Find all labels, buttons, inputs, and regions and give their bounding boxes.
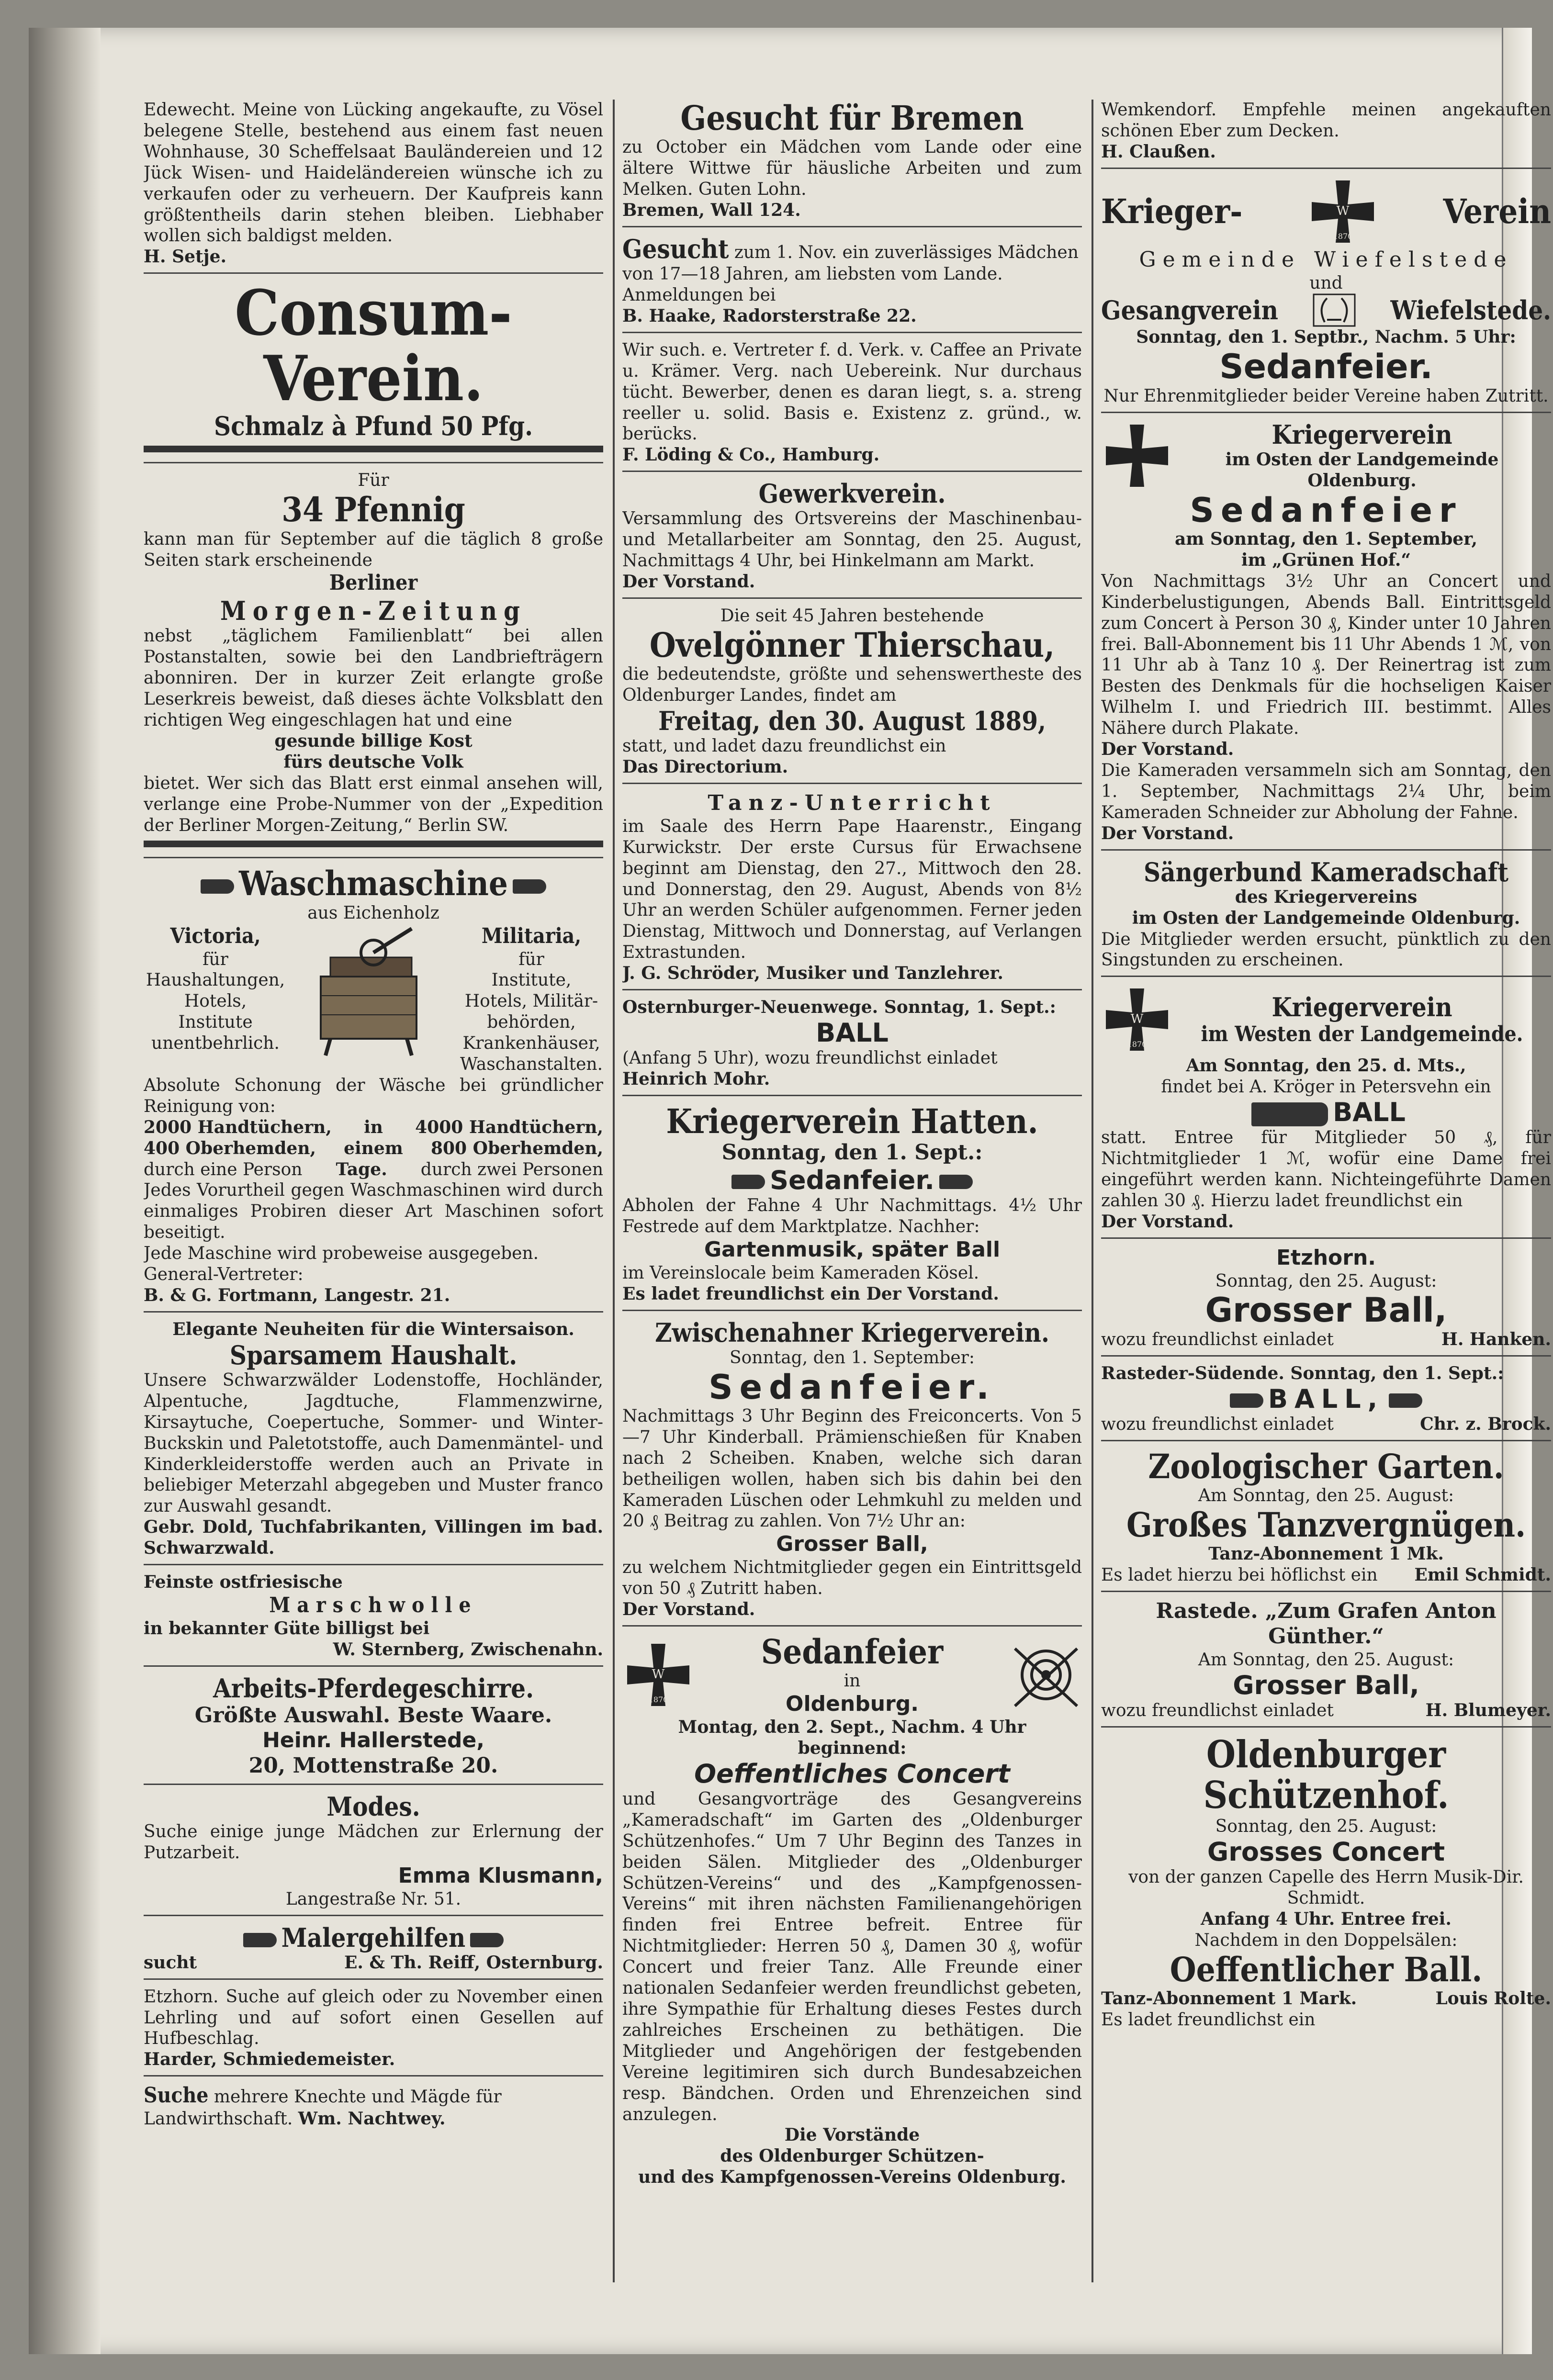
ad-title: Krieger- [1101,191,1243,231]
left-line: für [203,949,228,969]
ad-signature: Der Vorstand. [1101,739,1234,760]
ad-title-block [761,1633,944,1717]
ad-title [144,865,603,902]
ad-firm: B. & G. Fortmann, Langestr. 21. [144,1285,450,1305]
ad-signature: Chr. z. Brock. [1420,1414,1551,1434]
ad-sedan: Sedanfeier. [709,1367,996,1407]
ad-text: Versammlung des Ortsvereins der Maschinenbau- und Metallarbeiter am Sonntag, den 25. August, Nachmittags 4 Uhr, bei Hinkelmann am Markt. [622,509,1082,571]
ad-sedan [622,1166,1082,1195]
ad-bremen [622,100,1082,227]
lyre-emblem-icon [1313,293,1356,327]
pointing-hand-icon [243,1933,277,1947]
target-rifles-icon [1010,1639,1082,1711]
ad-title: Kriegerverein [1272,419,1452,450]
left-line: Haushaltungen, [146,970,285,990]
pointing-hand-icon [201,879,234,894]
ad-slogan: gesunde billige Kost [274,730,473,751]
ad-footer [1101,1414,1551,1435]
ad-abo: Tanz-Abonnement 1 Mk. [1208,1544,1444,1564]
ad-text: zum 1. Nov. ein zuverlässiges Mädchen von 17—18 Jahren, am liebsten vom Lande. Anmeldungen bei [622,243,1079,305]
ad-text: Edewecht. Meine von Lücking angekaufte, zu Vösel belegene Stelle, bestehend aus einem fast neuen Wohnhause, 30 Scheffelsaat Bauländereien und 12 Jück Wisen- und Haideländereien wünsche ich zu verkaufen oder zu verheuern. Der Kaufpreis kann größtentheils darin stehen bleiben. Liebhaber wollen sich baldigst melden. [144,100,603,246]
ad-text: mehrere Knechte und Mägde für Landwirthschaft. [144,2087,502,2129]
ad-signature: H. Setje. [144,247,227,267]
ad-title: Gesucht für Bremen [680,100,1024,138]
left-line: Institute [178,1012,253,1033]
divider [144,446,603,452]
ad-signature: H. Hanken. [1441,1329,1551,1349]
ad-text: und Gesangvorträge des Gesangvereins „Kameradschaft“ im Garten des „Oldenburger Schützenhofes.“ Um 7 Uhr Beginn des Tanzes in beiden Sälen. Mitglieder des „Oldenburger Schützen-Vereins“ und des „Kampfgenossen-Vereins“ mit ihren nächsten Familienangehörigen finden frei Entree befreit. Entree für Nichtmitglieder: Herren 50 ₰, Damen 30 ₰, wofür Concert und freier Tanz. Alle Freunde einer nationalen Sedanfeier werden freundlichst gebeten, ihre Sympathie für Erhaltung dieses Festes durch zahlreiches Erscheinen zu bethätigen. Die Mitglieder und Angehörigen der festgebenden Vereine legitimiren sich durch Bundesabzeichen resp. Bändchen. Orden und Ehrenzeichen sind anzulegen. [622,1789,1082,2124]
ad-sedan-text: Sedanfeier. [770,1165,934,1196]
ad-sub: des Kriegervereins [1235,887,1418,907]
ad-text: General-Vertreter: [144,1265,304,1285]
capacity-row [144,1159,603,1180]
ad-date: Montag, den 2. Sept., Nachm. 4 Uhr beginnend: [678,1717,1026,1758]
ad-firm: Heinr. Hallerstede, [262,1728,484,1753]
pointing-hand-icon [1389,1393,1422,1408]
right-line: für [518,949,544,969]
iron-cross-icon [622,1639,694,1711]
ad-und: und [1309,273,1343,293]
ad-ball: Grosser Ball, [776,1532,928,1557]
ad-malergehilfen [144,1923,603,1980]
ad-signature: B. Haake, Radorsterstraße 22. [622,305,917,326]
ad-address: Langestraße Nr. 51. [285,1889,461,1909]
ad-footer [1101,1329,1551,1350]
ad-text: Wemkendorf. Empfehle meinen angekauften schönen Eber zum Decken. [1101,100,1551,141]
ad-ball-text: BALL, [1268,1383,1384,1414]
svg-text:W: W [1130,1012,1144,1027]
ad-signature: Louis Rolte. [1435,1988,1551,2009]
capacity-cell: 2000 Handtüchern, [144,1117,332,1137]
pointing-hand-icon [513,879,546,894]
ad-date: Am Sonntag, den 25. August: [1198,1650,1454,1670]
capacity-cell: 4000 Handtüchern, [415,1117,603,1137]
ad-text: zu October ein Mädchen vom Lande oder eine ältere Wittwe für häusliche Arbeiten und zum Melken. Guten Lohn. [622,137,1082,200]
ad-intro: Für [358,471,389,491]
ad-head: Rasteder-Südende. Sonntag, den 1. Sept.: [1101,1363,1504,1383]
ad-signature: Heinrich Mohr. [622,1068,770,1089]
ad-title: Ovelgönner Thierschau, [649,625,1055,665]
ad-header [1101,984,1551,1055]
ad-text: statt. Entree für Mitglieder 50 ₰, für Nichtmitglieder 1 ℳ, wofür eine Dame frei eingeführt werden kann. Nichteingeführte Damen zahlen 30 ₰. Hierzu ladet freundlichst ein [1101,1128,1551,1211]
ad-text: Die Mitglieder werden ersucht, pünktlich zu den Singstunden zu erscheinen. [1101,929,1551,970]
ad-header [1101,420,1551,492]
ad-title: Großes Tanzvergnügen. [1126,1504,1526,1545]
svg-text:W: W [652,1667,665,1682]
ad-text: (Anfang 5 Uhr), wozu freundlichst einladet [622,1048,998,1068]
left-line: unentbehrlich. [151,1033,280,1054]
pointing-hand-icon [470,1933,504,1947]
ad-firm: Gebr. Dold, Tuchfabrikanten, Villingen im bad. Schwarzwald. [144,1517,603,1559]
ad-title: Verein [1443,191,1551,231]
ad-marschwolle [144,1572,603,1667]
ad-firm: E. & Th. Reiff, Osternburg. [344,1952,603,1973]
ad-top: Elegante Neuheiten für die Wintersaison. [172,1319,574,1339]
ad-note: Nur Ehrenmitglieder beider Vereine haben Zutritt. [1103,386,1549,406]
ad-text: wozu freundlichst einladet [1101,1700,1334,1720]
capacity-row [144,1138,603,1159]
left-line: Hotels, [184,991,247,1011]
ad-title-text: Waschmaschine [239,864,508,904]
ad-signature: J. G. Schröder, Musiker und Tanzlehrer. [622,963,1003,984]
ad-date: Am Sonntag, den 25. d. Mts., [1186,1055,1466,1076]
divider [144,841,603,847]
ad-title: Arbeits-Pferdegeschirre. [213,1673,534,1704]
ad-text: Jedes Vorurtheil gegen Waschmaschinen wird durch einmaliges Probiren dieser Art Maschinen sofort beseitigt. [144,1180,603,1243]
ad-head: Osternburger-Neuenwege. Sonntag, 1. Sept.: [622,997,1056,1018]
ad-neuenwege [622,997,1082,1096]
ad-text: nebst „täglichem Familienblatt“ bei allen Postanstalten, sowie bei den Landbriefträgern abonniren. Der in kurzer Zeit erlangte große Leserkreis beweist, daß dieses ächte Volksblatt den richtigen Weg eingeschlagen hat und eine [144,626,603,730]
ad-date: Freitag, den 30. August 1889, [658,706,1046,737]
ad-title: Sängerbund Kameradschaft [1143,856,1508,887]
ad-signature: und des Kampfgenossen-Vereins Oldenburg. [638,2167,1066,2188]
ad-line: Größte Auswahl. Beste Waare. [194,1703,552,1728]
ad-signature: Harder, Schmiedemeister. [144,2049,395,2070]
ad-abo: Tanz-Abonnement 1 Mark. [1101,1988,1357,2009]
ad-signature: Der Vorstand. [1101,1211,1234,1232]
ad-saengerbund [1101,857,1551,977]
ad-sub: im Osten der Landgemeinde Oldenburg. [1132,908,1520,928]
brand-militaria: Militaria, [481,923,582,948]
ad-date: Sonntag, den 1. September: [730,1347,975,1368]
ad-schuetzenhof [1101,1734,1551,2035]
ad-date: am Sonntag, den 1. September, [1174,529,1478,550]
ad-sedan: Sedanfeier. [1219,347,1433,387]
ad-ball-text: BALL [1333,1097,1406,1128]
ad-ball [1101,1384,1551,1414]
ad-signature: H. Blumeyer. [1425,1700,1551,1720]
pointing-hand-icon [731,1175,765,1189]
ad-signature: Der Vorstand. [1101,823,1234,843]
capacity-cell: 400 Oberhemden, [144,1138,316,1158]
ad-text: wozu freundlichst einladet [1101,1414,1334,1434]
ad-word: Gesucht [622,234,729,265]
right-line: Hotels, Militär- [464,991,598,1011]
ad-signature: W. Sternberg, Zwischenahn. [333,1639,603,1660]
ad-sub: im Osten der Landgemeinde [1225,449,1499,470]
ad-date: Sonntag, den 1. Sept.: [721,1140,983,1165]
iron-cross-icon [1101,984,1173,1055]
ad-line: Feinste ostfriesische [144,1572,343,1593]
ad-concert: Grosses Concert [1207,1837,1445,1867]
cross-year: 1870 [1127,1040,1147,1049]
ad-text: die bedeutendste, größte und sehenswertheste des Oldenburger Landes, findet am [622,664,1082,706]
ad-text: Wir such. e. Vertreter f. d. Verk. v. Caffee an Private u. Krämer. Verg. nach Uebereink. Nur durchaus tücht. Bewerber, denen es daran liegt, s. a. streng reeller u. solid. Basis e. Existenz z. gründ., w. berücks. [622,340,1082,444]
ad-signature: Die Vorstände [784,2125,920,2145]
ad-intro: Die seit 45 Jahren bestehende [720,606,984,626]
ad-line: Schmalz à Pfund 50 Pfg. [214,411,533,442]
ad-title: Zwischenahner Kriegerverein. [655,1317,1049,1348]
pointing-hand-icon [1230,1393,1263,1408]
ad-signature: Das Directorium. [622,757,788,777]
ad-ball: Grosser Ball, [1205,1291,1447,1330]
ad-ball [1101,1098,1551,1127]
ad-header [1101,176,1551,247]
ad-text: Von Nachmittags 3½ Uhr an Concert und Kinderbelustigungen, Abends Ball. Eintrittsgeld zum Concert à Person 30 ₰, Kinder unter 10 Jahren frei. Ball-Abonnement bis 11 Uhr Abends 1 ℳ, von 11 Uhr ab à Tanz 10 ₰. Der Reinertrag ist zum Besten des Denkmals für die hochseligen Kaiser Wilhelm I. und Friedrich III. bestimmt. Alles Nähere durch Plakate. [1101,571,1551,739]
capacity-cell: einem [344,1138,403,1158]
iron-cross-icon [1101,420,1173,492]
ad-zoologischer-garten [1101,1448,1551,1593]
ad-header [622,1633,1082,1717]
ad-start: Anfang 4 Uhr. Entree frei. [1201,1909,1452,1930]
ad-text: wozu freundlichst einladet [1101,1329,1334,1349]
ad-kriegerverein-osten [1101,420,1551,851]
brand-victoria: Victoria, [170,923,261,948]
ad-signature: des Oldenburger Schützen- [720,2146,984,2167]
ad-text: Absolute Schonung der Wäsche bei gründlicher Reinigung von: [144,1075,603,1116]
ad-word: sucht [144,1952,197,1973]
ad-location: im „Grünen Hof.“ [1241,550,1411,570]
column-rule [1092,100,1093,2282]
ad-sub: aus Eichenholz [307,903,439,923]
ad-text: kann man für September auf die täglich 8 große Seiten stark erscheinende [144,529,603,570]
ad-title: Wiefelstede. [1390,295,1551,326]
pointing-hand-icon [1251,1102,1328,1126]
ad-price: 34 Pfennig [281,490,465,530]
ad-etzhorn-schmied [144,1987,603,2077]
ad-header [1101,293,1551,327]
ad-signature: Der Vorstand. [622,572,755,592]
ad-gesucht-maedchen [622,234,1082,333]
capacity-cell: durch eine Person [144,1159,303,1179]
ad-title: Marschwolle [269,1593,478,1617]
ad-ball: Oeffentlicher Ball. [1170,1949,1483,1989]
ad-signature: Emil Schmidt. [1414,1565,1551,1585]
ad-text: Nachmittags 3 Uhr Beginn des Freiconcerts. Von 5—7 Uhr Kinderball. Prämienschießen für Knaben nach 2 Scheiben. Knaben, welche sich daran betheiligen wollen, haben sich bis dahin bei den Kameraden Lüschen oder Lehmkuhl zu melden und 20 ₰ Beitrag zu zahlen. Von 7½ Uhr an: [622,1406,1082,1531]
ad-ball: Grosser Ball, [1233,1670,1419,1700]
capacity-cell: in [364,1117,383,1137]
capacity-cell: 800 Oberhemden, [430,1138,603,1158]
ad-name: Berliner [329,571,418,595]
ad-concert: Oeffentliches Concert [694,1758,1010,1789]
ad-text: Etzhorn. Suche auf gleich oder zu November einen Lehrling und auf sofort einen Gesellen auf Hufbeschlag. [144,1987,603,2049]
ad-text: Nachdem in den Doppelsälen: [1194,1930,1458,1950]
ad-wemkendorf [1101,100,1551,169]
column-2 [622,100,1082,2282]
ad-etzhorn-ball [1101,1246,1551,1357]
ad-title: Sedanfeier [761,1631,944,1672]
ad-waschmaschine [144,865,603,1313]
page-spine [29,28,101,2354]
ad-zwischenahn [622,1318,1082,1627]
iron-cross-icon [1307,176,1379,247]
right-line: Krankenhäuser, [462,1033,600,1054]
ad-signature: Es ladet freundlichst ein Der Vorstand. [622,1283,999,1304]
ad-text: von der ganzen Capelle des Herrn Musik-Dir. Schmidt. [1128,1867,1524,1908]
ad-text: im Saale des Herrn Pape Haarenstr., Eingang Kurwickstr. Der erste Cursus für Erwachsene beginnt am Dienstag, den 27., Mittwoch den 28. und Donnerstag, den 29. August, Abends von 8½ Uhr an werden Schüler aufgenommen. Ferner jeden Dienstag, Mittwoch und Donnerstag, auf Verlangen Extrastunden. [622,816,1082,963]
ad-date: Sonntag, den 25. August: [1215,1271,1437,1291]
ad-text: statt, und ladet dazu freundlichst ein [622,736,946,756]
ad-title-block [1173,420,1551,492]
ad-grafen-anton-guenther [1101,1599,1551,1728]
column-rule [613,100,615,2282]
ad-line [144,1953,603,1974]
ad-title: Rastede. „Zum Grafen Anton Günther.“ [1156,1599,1497,1649]
ad-text: Es ladet hierzu bei höflichst ein [1101,1565,1378,1585]
machine-right [460,924,603,1075]
right-line: behörden, [487,1012,576,1033]
ad-word: Suche [144,2083,209,2108]
cross-year: 1870 [1333,231,1353,241]
ad-title: Etzhorn. [1276,1245,1376,1270]
svg-text:W: W [1336,203,1350,218]
ad-date: Sonntag, den 1. Septbr., Nachm. 5 Uhr: [1136,327,1516,348]
ad-title: Sparsamem Haushalt. [229,1339,518,1370]
ad-slogan: fürs deutsche Volk [283,752,463,772]
ad-gemeinde: Gemeinde Wiefelstede [1139,247,1513,272]
ad-title-text: Malergehilfen [281,1922,466,1953]
ad-date: Sonntag, den 25. August: [1215,1817,1437,1837]
capacity-cell: durch zwei Personen [420,1159,603,1179]
ad-kriegerverein-wiefelstede [1101,176,1551,413]
ad-gewerkverein [622,479,1082,599]
ad-consum-verein [144,276,603,463]
right-line: Waschanstalten. [460,1055,603,1075]
ad-sedanfeier-oldenburg [622,1633,1082,2193]
ad-title: Consum-Verein. [235,276,512,415]
ad-thierschau [622,606,1082,784]
ad-title: Gewerkverein. [758,478,946,509]
machine-block [144,924,603,1075]
capacity-row [144,1117,603,1138]
machine-left [144,924,287,1075]
ad-text: im Vereinslocale beim Kameraden Kösel. [622,1263,979,1283]
right-line: Institute, [491,970,572,990]
ad-location: findet bei A. Kröger in Petersvehn ein [1161,1077,1491,1097]
ad-pferdegeschirre [144,1673,603,1785]
newspaper-page [29,28,1551,2354]
ad-rasteder-suedende [1101,1363,1551,1441]
ad-signature: F. Löding & Co., Hamburg. [622,445,880,465]
cross-year: 1870 [648,1695,668,1705]
ad-edewecht [144,100,603,274]
ad-footer [1101,1988,1551,2010]
column-1 [144,100,603,2282]
ad-knechte [144,2083,603,2134]
ad-sub: Oldenburg. [1307,470,1417,491]
ad-name: Emma Klusmann, [398,1863,603,1888]
ad-line: in bekannter Güte billigst bei [144,1618,430,1639]
washing-machine-icon [302,924,445,1058]
ad-text: bietet. Wer sich das Blatt erst einmal ansehen will, verlange eine Probe-Nummer von der „Expedition der Berliner Morgen-Zeitung,“ Berlin SW. [144,773,603,835]
ad-title-block [1173,992,1551,1047]
pointing-hand-icon [939,1175,973,1189]
ad-morgen-zeitung [144,470,603,858]
ad-text: Suche einige junge Mädchen zur Erlernung der Putzarbeit. [144,1822,603,1863]
ad-footer [1101,1565,1551,1586]
ad-text: Unsere Schwarzwälder Lodenstoffe, Hochländer, Alpentuche, Jagdtuche, Flammenzwirne, Kirsaytuche, Coepertuche, Sommer- und Winter-Buckskin und Paletotstoffe, auch Damenmäntel- und Kinderkleiderstoffe werden auch an Private in beliebiger Meterzahl abgegeben und Muster franco zur Auswahl gesandt. [144,1370,603,1516]
ad-signature: Der Vorstand. [622,1599,755,1619]
ad-signature: Bremen, Wall 124. [622,200,801,221]
ad-sedan: Sedanfeier [1190,490,1463,530]
ad-title [144,1923,603,1953]
column-3 [1101,100,1551,2282]
ad-in: in [844,1671,861,1691]
ad-signature: Wm. Nachtwey. [298,2109,446,2129]
ad-title: Modes. [326,1791,420,1822]
ad-title: Tanz-Unterricht [708,791,997,815]
ad-modes [144,1792,603,1916]
ad-ball: BALL [816,1017,889,1048]
ad-text: Abholen der Fahne 4 Uhr Nachmittags. 4½ Uhr Festrede auf dem Marktplatze. Nachher: [622,1196,1082,1237]
ad-title: Zoologischer Garten. [1148,1446,1504,1486]
ad-title: Kriegerverein Hatten. [666,1101,1038,1141]
ad-text: Jede Maschine wird probeweise ausgegeben. [144,1244,539,1264]
ad-invite: Es ladet freundlichst ein [1101,2010,1316,2030]
ad-sparsam [144,1319,603,1565]
ad-title: Gesangverein [1101,295,1278,326]
ad-address: 20, Mottenstraße 20. [248,1753,498,1778]
ad-tanz-unterricht [622,791,1082,990]
ad-text: zu welchem Nichtmitglieder gegen ein Eintrittsgeld von 50 ₰ Zutritt haben. [622,1558,1082,1599]
ad-city: Oldenburg. [786,1692,919,1717]
ad-signature: H. Claußen. [1101,141,1216,162]
ad-sub: im Westen der Landgemeinde. [1201,1022,1523,1046]
capacity-cell: Tage. [336,1159,387,1179]
ad-date: Am Sonntag, den 25. August: [1198,1486,1454,1506]
ad-title: Oldenburger Schützenhof. [1203,1732,1449,1818]
ad-text: Die Kameraden versammeln sich am Sonntag, den 1. September, Nachmittags 2¼ Uhr, beim Kameraden Schneider zur Abholung der Fahne. [1101,760,1551,822]
ad-kriegerverein-hatten [622,1103,1082,1311]
ad-kriegerverein-westen [1101,984,1551,1238]
ad-name: Morgen-Zeitung [220,595,527,627]
ad-musik: Gartenmusik, später Ball [704,1237,1001,1262]
ad-title: Kriegerverein [1272,991,1452,1022]
ad-footer [1101,1700,1551,1721]
ad-caffee-vertreter [622,340,1082,472]
